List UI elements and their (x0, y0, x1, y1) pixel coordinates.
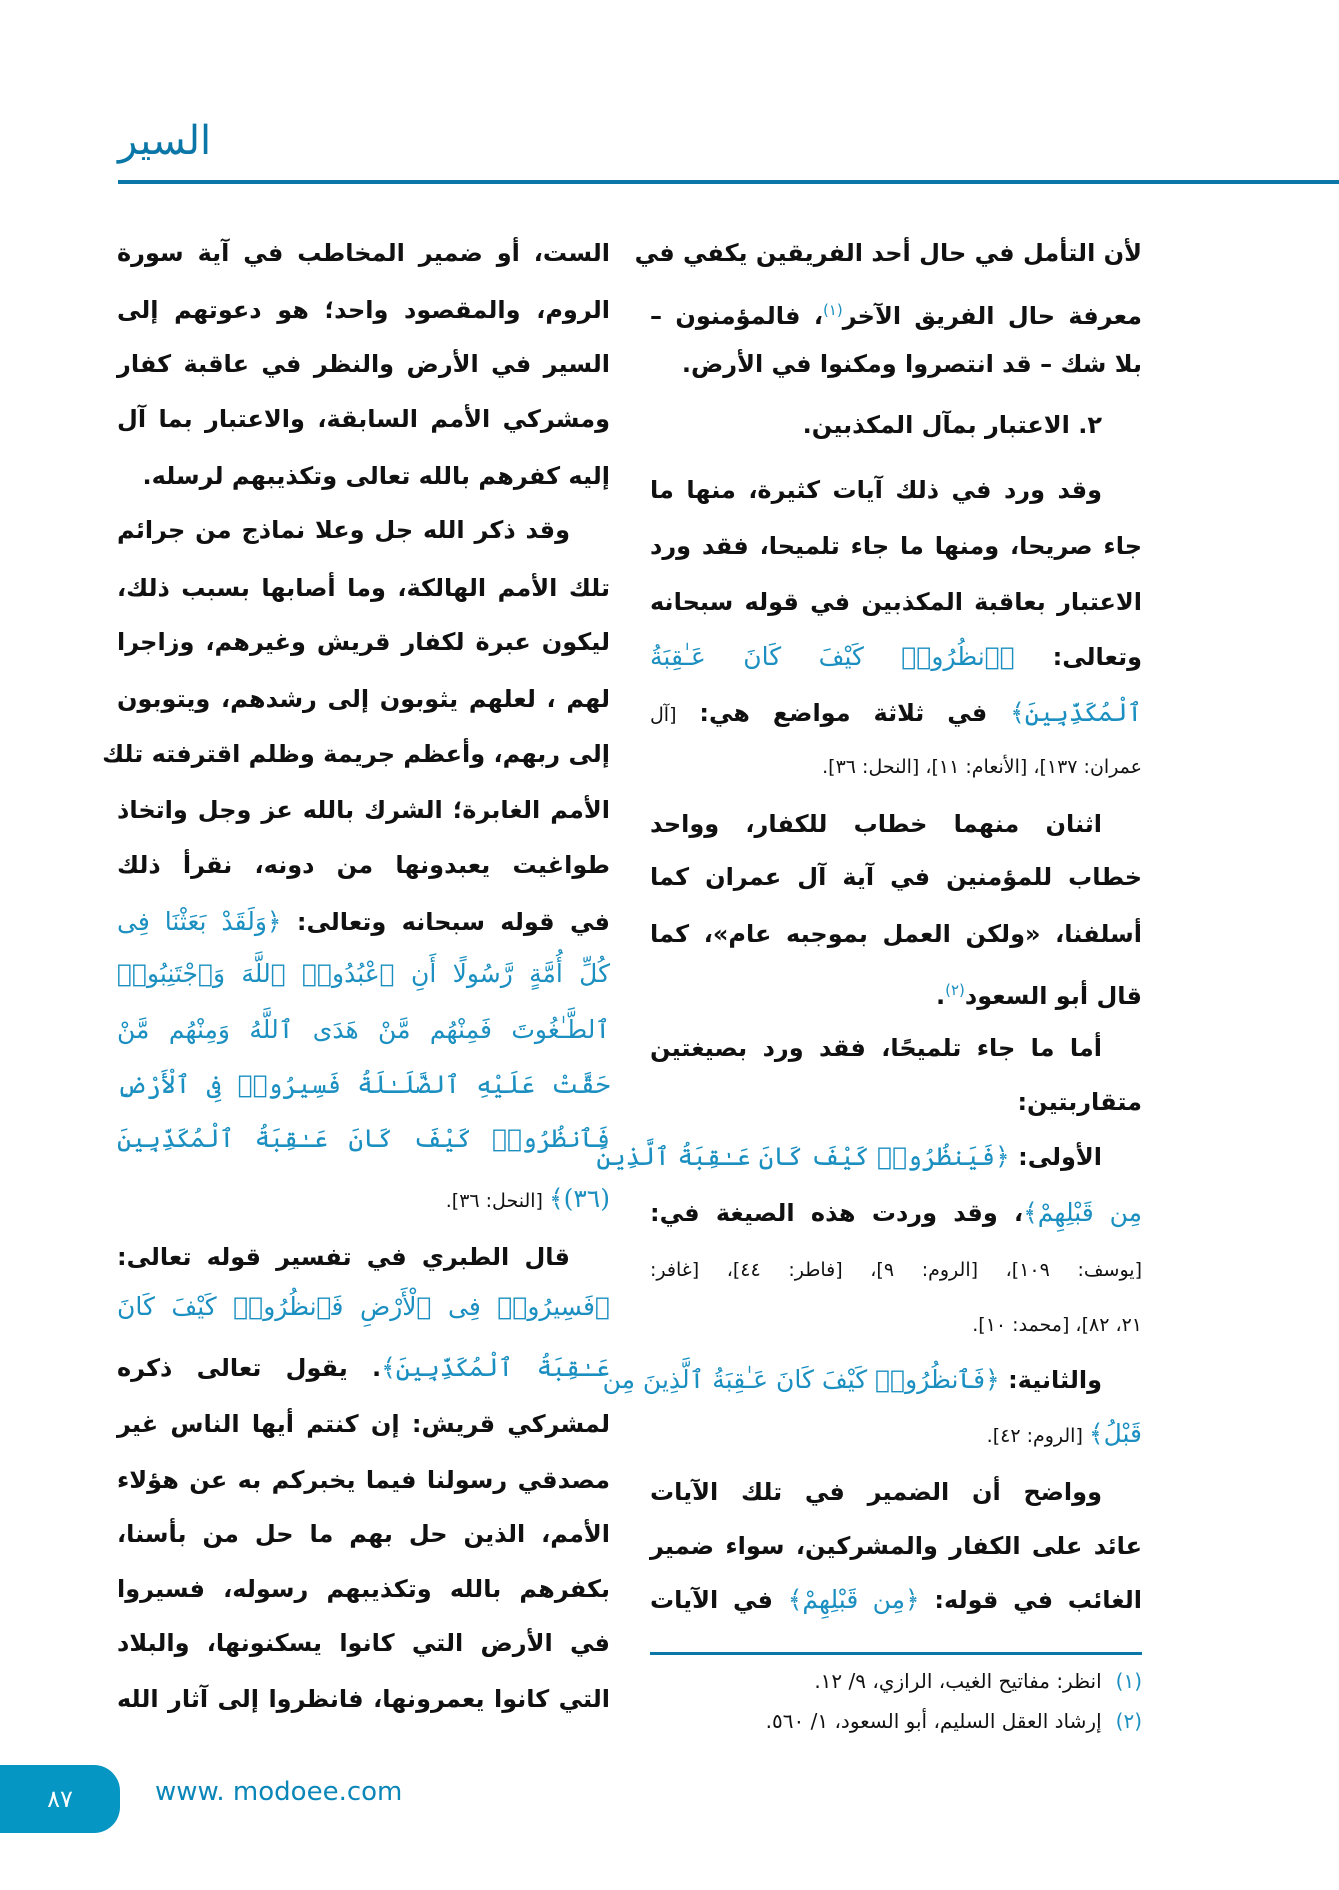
body-text: الأمم، الذين حل بهم ما حل من بأسنا، (117, 1520, 610, 1548)
footnote-number: (١) (1115, 1669, 1142, 1693)
text-line (650, 1409, 1142, 1459)
quran-verse: حَقَّتْ عَلَيْهِ ٱلضَّلَـٰلَةُ فَسِيرُوا۟ فِى ٱلْأَرْضِ (117, 1070, 610, 1099)
text-line (117, 1509, 610, 1559)
body-text: الاعتبار بعاقبة المكذبين في قوله سبحانه (650, 588, 1142, 616)
text-line (117, 228, 610, 278)
verse-reference: [الروم: ٤٢]. (986, 1425, 1089, 1447)
text-line (102, 729, 610, 779)
text-line (117, 1564, 610, 1614)
running-header-title: السير (118, 118, 212, 164)
body-text: مصدقي رسولنا فيما يخبركم به عن هؤلاء (117, 1466, 610, 1494)
text-line (650, 521, 1142, 571)
text-line (117, 1060, 610, 1110)
page-number-badge: ٨٧ (0, 1765, 120, 1833)
website-url[interactable]: www. modoee.com (155, 1777, 403, 1807)
verse-reference: عمران: ١٣٧]، [الأنعام: ١١]، [النحل: ٣٦]. (822, 756, 1142, 778)
text-line (650, 688, 1142, 738)
body-text: وواضح أن الضمير في تلك الآيات (650, 1478, 1102, 1506)
text-line (117, 840, 610, 890)
body-text: في الآيات (650, 1586, 788, 1614)
body-text: في ثلاثة مواضع هي: (676, 699, 1011, 727)
body-text: قال الطبري في تفسير قوله تعالى: (117, 1243, 570, 1271)
text-line (602, 1355, 1142, 1405)
body-text: وقد ورد في ذلك آيات كثيرة، منها ما (650, 476, 1102, 504)
text-line (117, 285, 610, 335)
body-text: عائد على الكفار والمشركين، سواء ضمير (650, 1532, 1142, 1560)
body-text: الأمم الغابرة؛ الشرك بالله عز وجل واتخاذ (117, 796, 610, 824)
verse-reference: [النحل: ٣٦]. (445, 1190, 549, 1212)
quran-verse: مِن قَبْلِهِمْ﴾ (1023, 1198, 1142, 1227)
footnote-1 (650, 1664, 1142, 1698)
footnote-marker[interactable]: (١) (822, 301, 843, 319)
quran-verse: ﴿وَلَقَدْ بَعَثْنَا فِى (117, 907, 282, 936)
body-text: اثنان منهما خطاب للكفار، وواحد (650, 810, 1102, 838)
text-line (117, 1399, 610, 1449)
text-line (117, 1232, 610, 1282)
body-text: أسلفنا، «ولكن العمل بموجبه عام»، كما (650, 920, 1142, 948)
text-line (117, 1282, 610, 1332)
quran-verse: ٱلْمُكَذِّبِينَ﴾ (1010, 698, 1142, 727)
body-text: بكفرهم بالله وتكذيبهم رسوله، فسيروا (117, 1575, 610, 1603)
body-text: والثانية: (999, 1366, 1102, 1394)
body-text: لهم ، لعلهم يثوبون إلى رشدهم، ويتوبون (117, 685, 610, 713)
body-text: ليكون عبرة لكفار قريش وغيرهم، وزاجرا (117, 628, 610, 656)
quran-verse: قَبْلُ﴾ (1088, 1419, 1142, 1448)
text-line (650, 909, 1142, 959)
body-text: طواغيت يعبدونها من دونه، نقرأ ذلك (117, 851, 610, 879)
body-text: خطاب للمؤمنين في آية آل عمران كما (650, 863, 1142, 891)
text-line (650, 285, 1142, 335)
quran-verse: ﴿فَيَنظُرُوا۟ كَيْفَ كَانَ عَـٰقِبَةُ ٱلَّذِينَ (596, 1142, 1010, 1171)
text-line (117, 785, 610, 835)
body-text: في الأرض التي كانوا يسكنونها، والبلاد (117, 1629, 610, 1657)
body-text: الأولى: (1009, 1143, 1102, 1171)
text-line (117, 563, 610, 613)
text-line (650, 1575, 1142, 1625)
quran-verse: ﴿ٱنظُرُوا۟ كَيْفَ كَانَ عَـٰقِبَةُ (650, 642, 1015, 671)
text-line (596, 1132, 1142, 1182)
text-line (650, 1521, 1142, 1571)
footnote-marker[interactable]: (٢) (945, 981, 965, 999)
body-text: الست، أو ضمير المخاطب في آية سورة (117, 239, 610, 267)
text-line (650, 632, 1142, 682)
text-line (634, 228, 1142, 278)
text-line (650, 577, 1142, 627)
footnote-number: (٢) (1115, 1709, 1142, 1733)
body-text: إليه كفرهم بالله تعالى وتكذيبهم لرسله. (142, 462, 610, 490)
body-text: ، وقد وردت هذه الصيغة في: (650, 1199, 1024, 1227)
quran-verse: ٱلطَّـٰغُوتَ فَمِنْهُم مَّنْ هَدَى ٱللَّهُ وَمِنْهُم مَّنْ (117, 1015, 610, 1044)
body-text: لمشركي قريش: إن كنتم أيها الناس غير (117, 1410, 610, 1438)
text-line (650, 852, 1142, 902)
quran-verse: فَٱنظُرُوا۟ كَيْفَ كَانَ عَـٰقِبَةُ ٱلْمُكَذِّبِينَ (117, 1124, 610, 1153)
body-text: . (935, 982, 946, 1010)
body-text: متقاربتين: (1017, 1088, 1142, 1116)
text-line (117, 451, 610, 501)
footnote-text: انظر: مفاتيح الغيب، الرازي، ٩/ ١٢. (814, 1669, 1102, 1693)
body-text: السير في الأرض والنظر في عاقبة كفار (117, 350, 610, 378)
body-text: التي كانوا يعمرونها، فانظروا إلى آثار الله (117, 1685, 610, 1713)
text-line (117, 505, 610, 555)
footnote-text: إرشاد العقل السليم، أبو السعود، ١/ ٥٦٠. (765, 1709, 1102, 1733)
quran-verse: ﴿مِن قَبْلِهِمْ﴾ (787, 1585, 920, 1614)
quran-verse: كُلِّ أُمَّةٍ رَّسُولًا أَنِ ٱعْبُدُوا۟ ٱللَّهَ وَٱجْتَنِبُوا۟ (117, 959, 610, 988)
text-line (650, 1077, 1142, 1127)
body-text: تلك الأمم الهالكة، وما أصابها بسبب ذلك، (117, 574, 610, 602)
quran-verse: ﴿فَٱنظُرُوا۟ كَيْفَ كَانَ عَـٰقِبَةُ ٱلَّذِينَ مِن (602, 1365, 1000, 1394)
text-line (117, 1005, 610, 1055)
text-line (117, 1174, 610, 1224)
body-text: وقد ذكر الله جل وعلا نماذج من جرائم (117, 516, 570, 544)
quran-verse: (٣٦)﴾ (548, 1184, 610, 1213)
text-line (117, 1343, 610, 1393)
text-line (117, 897, 610, 947)
body-text: ٢. الاعتبار بمآل المكذبين. (802, 411, 1102, 439)
body-text: في قوله سبحانه وتعالى: (281, 908, 610, 936)
text-line (650, 465, 1142, 515)
text-line (650, 740, 1142, 790)
body-text: أما ما جاء تلميحًا، فقد ورد بصيغتين (650, 1034, 1102, 1062)
text-line (650, 965, 1142, 1015)
text-line (650, 400, 1142, 450)
text-line (117, 1618, 610, 1668)
verse-reference: [يوسف: ١٠٩]، [الروم: ٩]، [فاطر: ٤٤]، [غافر: (650, 1259, 1142, 1281)
text-line (650, 1188, 1142, 1238)
header-divider (118, 180, 1339, 184)
verse-reference: ٢١، ٨٢]، [محمد: ١٠]. (972, 1314, 1142, 1336)
body-text: وتعالى: (1014, 643, 1142, 671)
text-line (650, 1243, 1142, 1293)
text-line (117, 949, 610, 999)
body-text: الغائب في قوله: (919, 1586, 1143, 1614)
text-line (650, 1467, 1142, 1517)
text-line (117, 617, 610, 667)
text-line (117, 1674, 610, 1724)
quran-verse: ﴿فَسِيرُوا۟ فِى ٱلْأَرْضِ فَٱنظُرُوا۟ كَيْفَ كَانَ (117, 1292, 610, 1321)
text-line (117, 1455, 610, 1505)
footnote-divider (650, 1652, 1142, 1655)
body-text: الروم، والمقصود واحد؛ هو دعوتهم إلى (117, 296, 610, 324)
text-line (117, 394, 610, 444)
text-line (117, 339, 610, 389)
text-line (117, 1114, 610, 1164)
footnote-2 (650, 1704, 1142, 1738)
body-text: ومشركي الأمم السابقة، والاعتبار بما آل (117, 405, 610, 433)
body-text: لأن التأمل في حال أحد الفريقين يكفي في (634, 239, 1142, 267)
body-text: قال أبو السعود (964, 982, 1142, 1010)
text-line (650, 1023, 1142, 1073)
text-line (117, 674, 610, 724)
body-text: معرفة حال الفريق الآخر (842, 302, 1142, 330)
text-line (650, 1298, 1142, 1348)
text-line (650, 799, 1142, 849)
quran-verse: عَـٰقِبَةُ ٱلْمُكَذِّبِينَ﴾ (381, 1353, 610, 1382)
body-text: جاء صريحا، ومنها ما جاء تلميحا، فقد ورد (650, 532, 1142, 560)
body-text: إلى ربهم، وأعظم جريمة وظلم اقترفته تلك (102, 740, 610, 768)
verse-reference: [آل (650, 704, 677, 726)
body-text: بلا شك – قد انتصروا ومكنوا في الأرض. (681, 350, 1142, 378)
body-text: . يقول تعالى ذكره (117, 1354, 382, 1382)
body-text: ، فالمؤمنون – (650, 302, 823, 330)
text-line (650, 339, 1142, 389)
